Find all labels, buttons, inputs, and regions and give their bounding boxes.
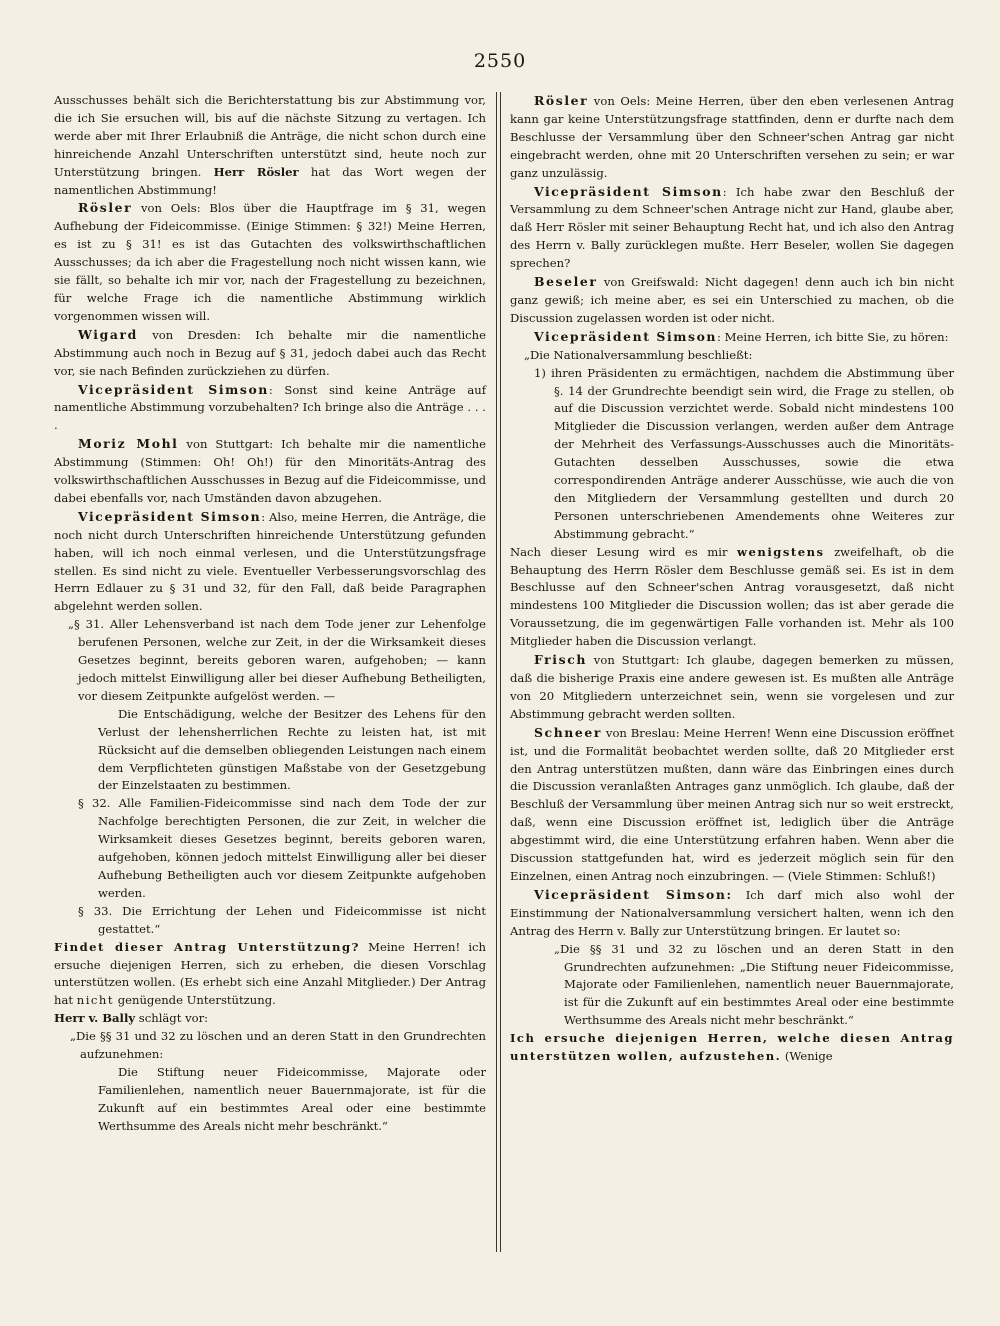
paragraph-text: von Oels: Blos über die Hauptfrage im § 31, wegen Aufhebung der Fideicommisse. (Einige Stimmen: § 32!) Meine Herren, es ist zu § 31! es ist das Gutachten des volkswirthschaftlichen Ausschusses; da ich aber die Fragestellung noch nicht wissen kann, wie sie fällt, so behalte ich mir vor, nach der Fragestellung zu bezeichnen, für welche Frage ich die namentliche Abstimmung wirklich vorgenommen wissen will.: [54, 201, 486, 323]
speaker-name: Moriz Mohl: [78, 436, 179, 452]
spaced-text: nicht: [76, 993, 115, 1008]
paragraph-text: zweifelhaft, ob die Behauptung des Herrn Rösler dem Beschlusse gemäß sei. Es ist in dem Beschlusse auf den Schneer'schen Antrag vorausgesetzt, daß nicht mindestens 100 Mitglieder die Discussion wollen; das ist aber gerade die Voraussetzung, die im gegenwärtigen Falle vorhanden ist. Mehr als 100 Mitglieder haben die Discussion verlangt.: [510, 544, 954, 649]
paragraph: [510, 651, 954, 724]
paragraph-text: Ich darf mich also wohl der Einstimmung der Nationalversammlung versichert halten, wenn ich den Antrag des Herrn v. Bally zur Unterstützung bringen. Er lautet so:: [510, 887, 954, 938]
quoted-paragraph: Die Stiftung neuer Fideicommisse, Majorate oder Familienlehen, namentlich neuer Bauernmajorate, ist für die Zukunft auf ein bestimmtes Areal oder eine bestimmte Werthsumme des Areals nicht mehr beschränkt.“: [98, 1064, 486, 1133]
page-number: 2550: [473, 50, 527, 72]
paragraph: [54, 435, 486, 508]
quoted-paragraph: „Die §§ 31 und 32 zu löschen und an deren Statt in den Grundrechten aufzunehmen: „Die Stiftung neuer Fideicommisse, Majorate oder Familienlehen, namentlich neuer Bauernmajorate, ist für die Zukunft auf ein bestimmtes Areal oder eine bestimmte Werthsumme des Areals nicht mehr beschränkt.“: [554, 941, 954, 1028]
quoted-paragraph: Die Entschädigung, welche der Besitzer des Lehens für den Verlust der lehensherrlichen Rechte zu leisten hat, ist mit Rücksicht auf die demselben obliegenden Leistungen nach einem dem Verpflichteten günstigen Maßstabe von der Gesetzgebung der Einzelstaaten zu bestimmen.: [98, 706, 486, 793]
speaker-name: Vicepräsident Simson: [534, 183, 723, 199]
paragraph-text: : Ich habe zwar den Beschluß der Versammlung zu dem Schneer'schen Antrage nicht zur Hand, glaube aber, daß Herr Rösler mit seiner Behauptung Recht hat, und ich also den Antrag des Herrn v. Bally zurücklegen mußte. Herr Beseler, wollen Sie dagegen sprechen?: [510, 184, 954, 271]
speaker-name: Herr v. Bally: [54, 1011, 136, 1026]
quoted-paragraph: „§ 31. Aller Lehensverband ist nach dem Tode jener zur Lehenfolge berufenen Personen, welche zur Zeit, in der die Wirksamkeit dieses Gesetzes beginnt, bereits geboren waren, aufgehoben; — kann jedoch mittelst Einwilligung aller bei dieser Aufhebung Betheiligten, vor diesem Zeitpunkte aufgelöst werden. —: [68, 617, 486, 703]
speaker-name: Vicepräsident Simson:: [534, 886, 733, 902]
spaced-text: wenigstens: [737, 544, 825, 559]
paragraph: [54, 92, 486, 199]
paragraph-text: von Oels: Meine Herren, über den eben verlesenen Antrag kann gar keine Unterstützungsfrage stattfinden, denn er durfte nach dem Beschlusse der Versammlung über den Schneer'schen Antrag gar nicht eingebracht werden, ohne mit 20 Unterschriften versehen zu sein; er war ganz unzulässig.: [510, 94, 954, 180]
paragraph: [54, 199, 486, 325]
paragraph-text: Meine Herren! ich ersuche diejenigen Herren, sich zu erheben, die diesen Vorschlag unterstützen wollen. (Es erhebt sich eine Anzahl Mitglieder.) Der Antrag hat: [54, 939, 486, 1008]
speaker-name: Herr Rösler: [213, 164, 299, 179]
paragraph-text: Ausschusses behält sich die Berichterstattung bis zur Abstimmung vor, die ich Sie ersuchen will, bis auf die nächste Sitzung zu vertagen. Ich werde aber mit Ihrer Erlaubniß die Anträge, die nicht schon durch eine hinreichende Anzahl Unterschriften unterstützt sind, heute noch zur Unterstützung bringen.: [54, 93, 486, 179]
paragraph: [510, 544, 954, 651]
paragraph: [510, 92, 954, 183]
paragraph-text: : Also, meine Herren, die Anträge, die noch nicht durch Unterschriften hinreichende Unterstützung gefunden haben, will ich noch einmal verlesen, und die Unterstützungsfrage stellen. Es sind nicht zu viele. Eventueller Verbesserungsvorschlag des Herrn Edlauer zu § 31 und 32, für den Fall, daß beide Paragraphen abgelehnt werden sollen.: [54, 509, 487, 614]
quoted-paragraph: „Die §§ 31 und 32 zu löschen und an deren Statt in den Grundrechten aufzunehmen:: [70, 1029, 486, 1062]
speaker-name: Beseler: [534, 274, 598, 290]
speaker-name: Vicepräsident Simson: [534, 328, 718, 344]
paragraph: [54, 381, 486, 436]
paragraph: [54, 326, 486, 381]
speaker-name: Vicepräsident Simson: [78, 381, 269, 397]
speaker-name: Vicepräsident Simson: [78, 508, 262, 524]
paragraph: [510, 886, 954, 941]
speaker-name: Rösler: [78, 200, 133, 216]
paragraph: [510, 1030, 954, 1066]
speaker-name: Schneer: [534, 724, 603, 740]
left-column: [54, 92, 486, 1136]
paragraph: [54, 939, 486, 1011]
quoted-paragraph: § 32. Alle Familien-Fideicommisse sind nach dem Tode der zur Nachfolge berechtigten Personen, die zur Zeit, in welcher die Wirksamkeit dieses Gesetzes beginnt, bereits geboren waren, aufgehoben, können jedoch mittelst Einwilligung aller bei dieser Aufhebung Betheiligten auch vor diesem Zeitpunkte aufgehoben werden.: [78, 796, 486, 900]
paragraph: [510, 328, 954, 347]
paragraph: [54, 1010, 486, 1028]
paragraph-text: : Meine Herren, ich bitte Sie, zu hören:: [717, 329, 949, 344]
paragraph-text: : Sonst sind keine Anträge auf namentliche Abstimmung vorzubehalten? Ich bringe also die Anträge . . . .: [54, 382, 486, 433]
paragraph-text: schlägt vor:: [135, 1011, 209, 1026]
paragraph-text: von Dresden: Ich behalte mir die namentliche Abstimmung auch noch in Bezug auf § 31, jedoch dabei auch das Recht vor, sie nach Befinden zurückziehen zu dürfen.: [54, 327, 486, 378]
paragraph-text: Nach dieser Lesung wird es mir: [510, 544, 738, 559]
column-divider: [496, 92, 501, 1252]
spaced-text: Ich ersuche diejenigen Herren, welche diesen Antrag unterstützen wollen, aufzustehen.: [510, 1031, 954, 1064]
paragraph: [510, 273, 954, 328]
paragraph-text: von Stuttgart: Ich glaube, dagegen bemerken zu müssen, daß die bisherige Praxis eine andere gewesen ist. Es mußten alle Anträge von 20 Mitgliedern unterzeichnet sein, wenn sie vorgelesen und zur Abstimmung gebracht werden sollten.: [510, 653, 954, 721]
quoted-paragraph: § 33. Die Errichtung der Lehen und Fideicommisse ist nicht gestattet.“: [78, 903, 486, 936]
quoted-paragraph: „Die Nationalversammlung beschließt:: [524, 347, 753, 362]
paragraph-text: von Stuttgart: Ich behalte mir die namentliche Abstimmung (Stimmen: Oh! Oh!) für den Minoritäts-Antrag des volkswirthschaftlichen Ausschusses in Bezug auf die Fideicommisse, und dabei ebenfalls vor, nach Umständen davon abzugehen.: [54, 437, 486, 505]
quoted-paragraph: 1) ihren Präsidenten zu ermächtigen, nachdem die Abstimmung über §. 14 der Grundrechte beendigt sein wird, die Frage zu stellen, ob auf die Discussion verzichtet werde. Sobald nicht mindestens 100 Mitglieder die Discussion verlangen, werden außer dem Antrage der Mehrheit des Verfassungs-Ausschusses auch die Minoritäts-Gutachten desselben Ausschusses, sowie die etwa correspondirenden Anträge anderer Ausschüsse, wie auch die von den Mitgliedern der Versammlung gestellten und durch 20 Personen unterschriebenen Amendements ohne Weiteres zur Abstimmung gebracht.“: [534, 365, 954, 541]
paragraph: [54, 508, 486, 616]
spaced-text: Findet dieser Antrag Unterstützung?: [54, 939, 360, 954]
speaker-name: Frisch: [534, 652, 587, 668]
paragraph-text: hat das Wort wegen der namentlichen Abstimmung!: [54, 164, 486, 197]
paragraph: [510, 724, 954, 886]
paragraph-text: (Wenige: [781, 1049, 833, 1064]
speaker-name: Wigard: [78, 326, 138, 342]
right-column: [510, 92, 954, 1066]
paragraph: [510, 183, 954, 274]
speaker-name: Rösler: [534, 93, 589, 108]
paragraph-text: genügende Unterstützung.: [114, 993, 276, 1008]
paragraph-text: von Greifswald: Nicht dagegen! denn auch ich bin nicht ganz gewiß; ich meine aber, es sei ein Unterschied zu machen, ob die Discussion zugelassen worden ist oder nicht.: [510, 275, 954, 325]
paragraph-text: von Breslau: Meine Herren! Wenn eine Discussion eröffnet ist, und die Formalität beobachtet werden sollte, daß 20 Mitglieder erst den Antrag unterstützen mußten, dann wäre das Einbringen eines durch die Discussion veranlaßten Antrages ganz unmöglich. Ich glaube, daß der Beschluß der Versammlung über meinen Antrag sich nur so weit erstreckt, daß, wenn eine Discussion eröffnet ist, lediglich über die Anträge abgestimmt wird, die eine Unterstützung erfahren haben. Wenn aber die Discussion stattgefunden hat, wird es jederzeit möglich sein für den Einzelnen, einen Antrag noch einzubringen. — (Viele Stimmen: Schluß!): [510, 725, 954, 883]
